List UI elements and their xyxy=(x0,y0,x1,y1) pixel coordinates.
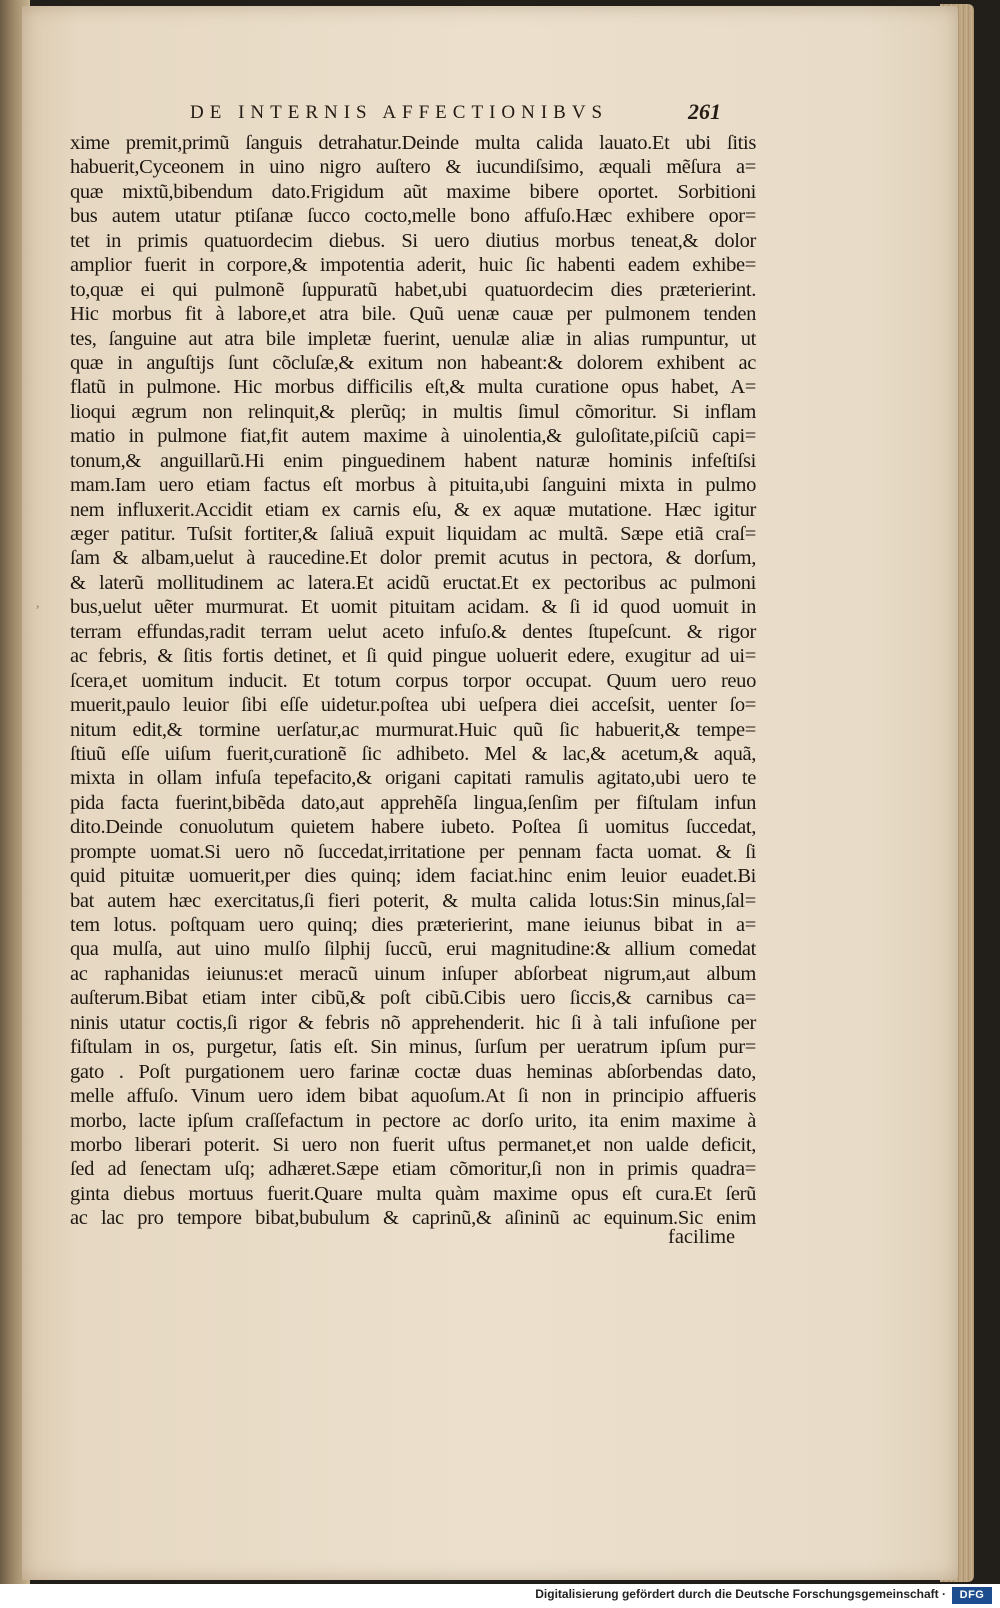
text-line: bus,uelut uẽter murmurat. Et uomit pituitam acidam. & ſi id quod uomuit in xyxy=(70,596,756,619)
text-line: ſam & albam,uelut à raucedine.Et dolor premit acutus in pectora, & dorſum, xyxy=(70,547,756,570)
text-line: habuerit,Cyceonem in uino nigro auſtero & iucundiſsimo, æquali mẽſura a= xyxy=(70,156,756,179)
text-line: quæ mixtũ,bibendum dato.Frigidum aũt maxime bibere oportet. Sorbitioni xyxy=(70,180,756,203)
text-line: muerit,paulo leuior ſibi eſſe uidetur.poſtea ubi ueſpera diei acceſsit, uenter ſo= xyxy=(70,694,756,717)
text-line: æger patitur. Tuſsit fortiter,& ſaliuã expuit liquidam ac multã. Sæpe etiã craſ= xyxy=(70,523,756,545)
text-line: tonum,& anguillarũ.Hi enim pinguedinem habent naturæ hominis infeſtiſsi xyxy=(70,449,756,472)
text-line: melle affuſo. Vinum uero idem bibat aquoſum.At ſi non in principio affueris xyxy=(70,1085,756,1108)
text-line: fiſtulam in os, purgetur, ſatis eſt. Sin minus, ſurſum per ueratrum ipſum pur= xyxy=(70,1036,756,1059)
text-line: ſed ad ſenectam uſq; adhæret.Sæpe etiam cõmoritur,ſi non in primis quadra= xyxy=(70,1158,756,1181)
text-line: quæ in anguſtijs ſunt cõcluſæ,& exitum non habeant:& dolorem exhibent ac xyxy=(70,351,756,374)
text-line: ſtiuũ eſſe uiſum fuerit,curationẽ ſic adhibeto. Mel & lac,& acetum,& aquã, xyxy=(70,742,756,765)
text-line: quid pituitæ uomuerit,per dies quinq; idem faciat.hinc enim leuior euadet.Bi xyxy=(70,865,756,888)
text-line: bat autem hæc exercitatus,ſi fieri poterit, & multa calida lotus:Sin minus,ſal= xyxy=(70,889,756,912)
text-line: ſcera,et uomitum inducit. Et totum corpus torpor occupat. Quum uero reuo xyxy=(70,669,756,692)
margin-mark: , xyxy=(36,596,40,611)
running-head: DE INTERNIS AFFECTIONIBVS xyxy=(190,102,609,123)
text-line: morbo, lacte ipſum craſſefactum in pectore ac dorſo urito, ita enim maxime à xyxy=(70,1109,756,1132)
text-line: ac febris, & ſitis fortis detinet, et ſi quid pingue uoluerit edere, exugitur ad ui= xyxy=(70,645,756,668)
text-line: ninis utatur coctis,ſi rigor & febris nõ apprehenderit. hic ſi à tali infuſione per xyxy=(70,1011,756,1034)
text-line: tet in primis quatuordecim diebus. Si uero diutius morbus teneat,& dolor xyxy=(70,229,756,252)
page-number: 261 xyxy=(688,99,721,124)
body-text xyxy=(70,131,756,1231)
text-line: tes, ſanguine aut atra bile impletæ fuerint, uenulæ aliæ in alias rumpuntur, ut xyxy=(70,327,756,350)
text-line: ginta diebus mortuus fuerit.Quare multa quàm maxime opus eſt cura.Et ſerũ xyxy=(70,1182,756,1205)
text-line: nem influxerit.Accidit etiam ex carnis eſu, & ex aquæ mutatione. Hæc igitur xyxy=(70,498,756,521)
text-line: flatũ in pulmone. Hic morbus difficilis eſt,& multa curatione opus habet, A= xyxy=(70,376,756,399)
footer-credit: Digitalisierung gefördert durch die Deutsche Forschungsgemeinschaft · xyxy=(535,1587,946,1601)
text-line: gato . Poſt purgationem uero farinæ coctæ duas heminas abſorbendas dato, xyxy=(70,1060,756,1083)
text-line: amplior fuerit in corpore,& impotentia aderit, huic ſic habenti eadem exhibe= xyxy=(70,254,756,277)
text-line: ac raphanidas ieiunus:et meracũ uinum inſuper abſorbeat nigrum,aut album xyxy=(70,962,756,985)
text-line: auſterum.Bibat etiam inter cibũ,& poſt cibũ.Cibis uero ſiccis,& carnibus ca= xyxy=(70,987,756,1010)
text-line: bus autem utatur ptiſanæ ſucco cocto,melle bono affuſo.Hæc exhibere opor= xyxy=(70,205,756,228)
text-line: mam.Iam uero etiam factus eſt morbus à pituita,ubi ſanguini mixta in pulmo xyxy=(70,474,756,497)
text-line: ac lac pro tempore bibat,bubulum & caprinũ,& aſininũ ac equinum.Sic enim xyxy=(70,1207,756,1230)
text-line: terram effundas,radit terram uelut aceto infuſo.& dentes ſtupeſcunt. & rigor xyxy=(70,620,756,643)
dfg-logo: DFG xyxy=(952,1587,992,1604)
text-line: pida facta fuerint,bibẽda dato,aut apprehẽſa lingua,ſenſim per fiſtulam infun xyxy=(70,791,756,814)
text-line: Hic morbus fit à labore,et atra bile. Quũ uenæ cauæ per pulmonem tenden xyxy=(70,303,756,326)
text-line: tem lotus. poſtquam uero quinq; dies præterierint, mane ieiunus bibat in a= xyxy=(70,914,756,936)
text-line: & laterũ mollitudinem ac latera.Et acidũ eructat.Et ex pectoribus ac pulmoni xyxy=(70,571,756,594)
text-line: mixta in ollam infuſa tepefacito,& origani capitati ramulis agitato,ubi uero te xyxy=(70,767,756,790)
text-line: dito.Deinde conuolutum quietem habere iubeto. Poſtea ſi uomitus ſuccedat, xyxy=(70,816,756,839)
text-line: qua mulſa, aut uino mulſo ſilphij ſuccũ, erui magnitudine:& allium comedat xyxy=(70,938,756,961)
text-line: prompte uomat.Si uero nõ ſuccedat,irritatione per pennam facta uomat. & ſi xyxy=(70,840,756,863)
text-line: xime premit,primũ ſanguis detrahatur.Deinde multa calida lauato.Et ubi ſitis xyxy=(70,132,756,154)
text-line: matio in pulmone fiat,fit autem maxime à uinolentia,& guloſitate,piſciũ capi= xyxy=(70,425,756,448)
text-line: lioqui ægrum non relinquit,& plerũq; in multis ſimul cõmoritur. Si inflam xyxy=(70,400,756,423)
text-line: morbo liberari poterit. Si uero non fuerit uſtus permanet,et non ualde deficit, xyxy=(70,1133,756,1156)
catchword: facilime xyxy=(668,1226,736,1248)
text-line: nitum edit,& tormine uerſatur,ac murmurat.Huic quũ ſic habuerit,& tempe= xyxy=(70,718,756,741)
text-line: to,quæ ei qui pulmonẽ ſuppuratũ habet,ubi quatuordecim dies præterierint. xyxy=(70,278,756,301)
